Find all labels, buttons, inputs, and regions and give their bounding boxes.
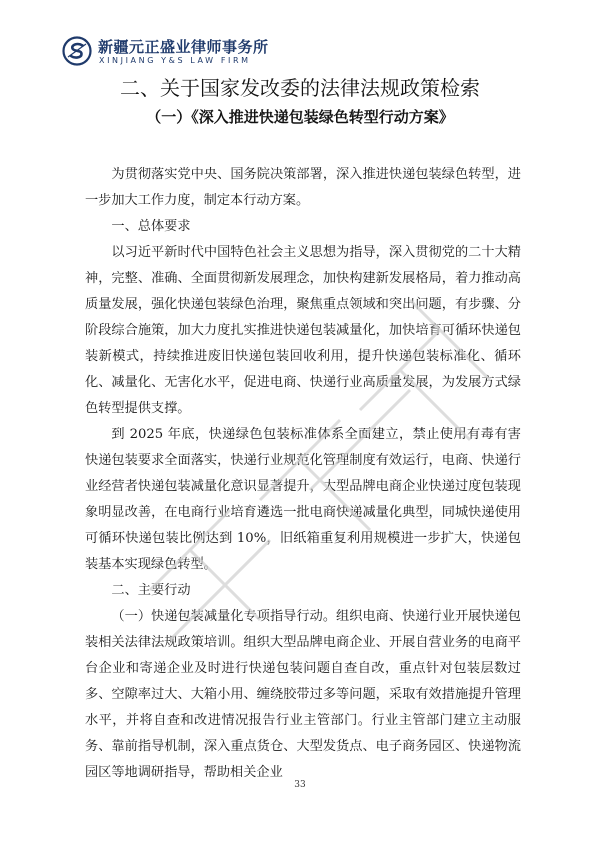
firm-logo-icon bbox=[62, 36, 92, 66]
heading-general-requirements: 一、总体要求 bbox=[111, 219, 191, 234]
paragraph: 以习近平新时代中国特色社会主义思想为指导，深入贯彻党的二十大精神，完整、准确、全面贯彻新发展理念，加快构建新发展格局，着力推动高质量发展，强化快递包装绿色治理，聚焦重点领域和突出问题，有步骤、分阶段综合施策，加大力度扎实推进快递包装减量化，加快培育可循环快递包装新模式，持续推进废旧快递包装回收利用，提升快递包装标准化、循环化、减量化、无害化水平，促进电商、快递行业高质量发展，为发展方式绿色转型提供支撑。 bbox=[85, 245, 521, 416]
document-body bbox=[85, 162, 521, 786]
paragraph: （一）快递包装减量化专项指导行动。组织电商、快递行业开展快递包装相关法律法规政策培训。组织大型品牌电商企业、开展自营业务的电商平台企业和寄递企业及时进行快递包装问题自查自改，重点针对包装层数过多、空隙率过大、大箱小用、缠绕胶带过多等问题，采取有效措施提升管理水平，并将自查和改进情况报告行业主管部门。行业主管部门建立主动服务、靠前指导机制，深入重点货仓、大型发货点、电子商务园区、快递物流园区等地调研指导，帮助相关企业 bbox=[85, 609, 521, 780]
heading-main-actions: 二、主要行动 bbox=[111, 583, 191, 598]
document-subtitle: （一）《深入推进快递包装绿色转型行动方案》 bbox=[146, 108, 454, 126]
page-number: 33 bbox=[294, 780, 306, 790]
firm-name-en: XINJIANG Y&S LAW FIRM bbox=[99, 56, 251, 65]
letterhead bbox=[62, 34, 482, 68]
paragraph: 为贯彻落实党中央、国务院决策部署，深入推进快递包装绿色转型，进一步加大工作力度，制定本行动方案。 bbox=[85, 167, 521, 208]
paragraph: 到 2025 年底，快递绿色包装标准体系全面建立，禁止使用有毒有害快递包装要求全面落实，快递行业规范化管理制度有效运行，电商、快递行业经营者快递包装减量化意识显著提升，大型品牌电商企业快递过度包装现象明显改善，在电商行业培育遴选一批电商快递减量化典型，同城快递使用可循环快递包装比例达到 10%，旧纸箱重复利用规模进一步扩大，快递包装基本实现绿色转型。 bbox=[85, 427, 521, 572]
section-title: 二、关于国家发改委的法律法规政策检索 bbox=[120, 76, 480, 100]
firm-name-cn: 新疆元正盛业律师事务所 bbox=[98, 38, 269, 56]
